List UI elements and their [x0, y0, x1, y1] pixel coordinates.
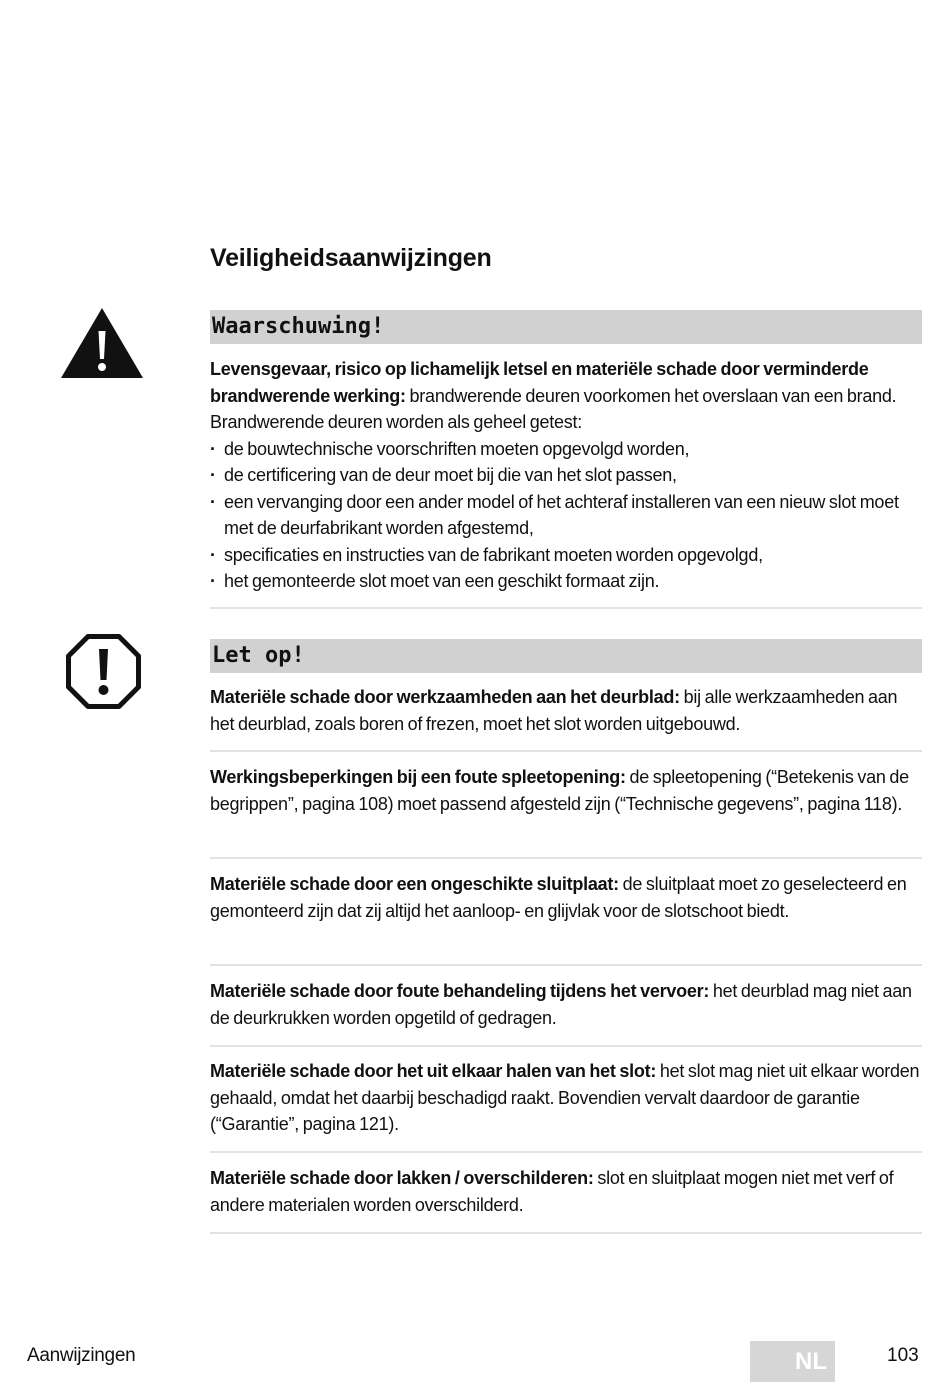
divider: [210, 607, 922, 609]
warning-bullet-list: [210, 436, 922, 595]
divider: [210, 750, 922, 752]
notice-item-text: de spleetopening (“Betekenis van de begrippen”, pagina 108) moet passend afgesteld zijn (“Technische gegevens”, pagina 118).: [210, 767, 909, 814]
notice-item-text: de sluitplaat moet zo geselecteerd en gemonteerd zijn dat zij altijd het aanloop- en glijvlak voor de slotschoot biedt.: [210, 874, 907, 921]
notice-item: [210, 764, 922, 817]
warning-triangle-icon: [60, 307, 144, 379]
divider: [210, 1151, 922, 1153]
list-item: · specificaties en instructies van de fabrikant moeten worden opgevolgd,: [210, 542, 922, 569]
notice-item-text: bij alle werkzaamheden aan het deurblad, zoals boren of frezen, moet het slot worden uitgebouwd.: [210, 687, 898, 734]
notice-item: [210, 978, 922, 1031]
notice-item: [210, 684, 922, 737]
notice-item-text: het slot mag niet uit elkaar worden gehaald, omdat het daarbij beschadigd raakt. Bovendien vervalt daardoor de garantie (“Garantie”, pagina 121).: [210, 1061, 920, 1134]
warning-bold-lead: Levensgevaar, risico op lichamelijk letsel en materiële schade door verminderde brandwerende werking:: [210, 359, 869, 406]
notice-item-text: slot en sluitplaat mogen niet met verf of andere materialen worden overschilderd.: [210, 1168, 894, 1215]
list-item: · de bouwtechnische voorschriften moeten opgevolgd worden,: [210, 436, 922, 463]
divider: [210, 1232, 922, 1234]
notice-item-bold: Materiële schade door een ongeschikte sluitplaat:: [210, 874, 619, 894]
page-title: Veiligheidsaanwijzingen: [210, 244, 492, 272]
warning-text: brandwerende deuren voorkomen het overslaan van een brand. Brandwerende deuren worden als geheel getest:: [210, 385, 897, 432]
notice-item-bold: Materiële schade door het uit elkaar halen van het slot:: [210, 1061, 657, 1081]
divider: [210, 1045, 922, 1047]
notice-item-bold: Materiële schade door lakken / overschilderen:: [210, 1168, 594, 1188]
warning-body: [210, 356, 922, 595]
warning-paragraph: [210, 356, 922, 436]
exclamation-octagon-icon: [66, 634, 141, 709]
notice-item-bold: Werkingsbeperkingen bij een foute spleetopening:: [210, 767, 626, 787]
notice-item: [210, 1058, 922, 1138]
list-item: · het gemonteerde slot moet van een geschikt formaat zijn.: [210, 568, 922, 595]
notice-item-bold: Materiële schade door werkzaamheden aan het deurblad:: [210, 687, 680, 707]
footer-section-title: Aanwijzingen: [27, 1345, 136, 1366]
language-tab: NL: [750, 1341, 835, 1382]
warning-banner: Waarschuwing!: [210, 310, 922, 344]
list-item: · de certificering van de deur moet bij die van het slot passen,: [210, 462, 922, 489]
notice-item: [210, 1165, 922, 1218]
list-item: · een vervanging door een ander model of het achteraf installeren van een nieuw slot moet met de deurfabrikant worden afgestemd,: [210, 489, 922, 542]
notice-banner: Let op!: [210, 639, 922, 673]
notice-item-text: het deurblad mag niet aan de deurkrukken worden opgetild of gedragen.: [210, 981, 912, 1028]
notice-item-bold: Materiële schade door foute behandeling tijdens het vervoer:: [210, 981, 710, 1001]
divider: [210, 964, 922, 966]
divider: [210, 857, 922, 859]
page-number: 103: [887, 1345, 919, 1366]
notice-item: [210, 871, 922, 924]
